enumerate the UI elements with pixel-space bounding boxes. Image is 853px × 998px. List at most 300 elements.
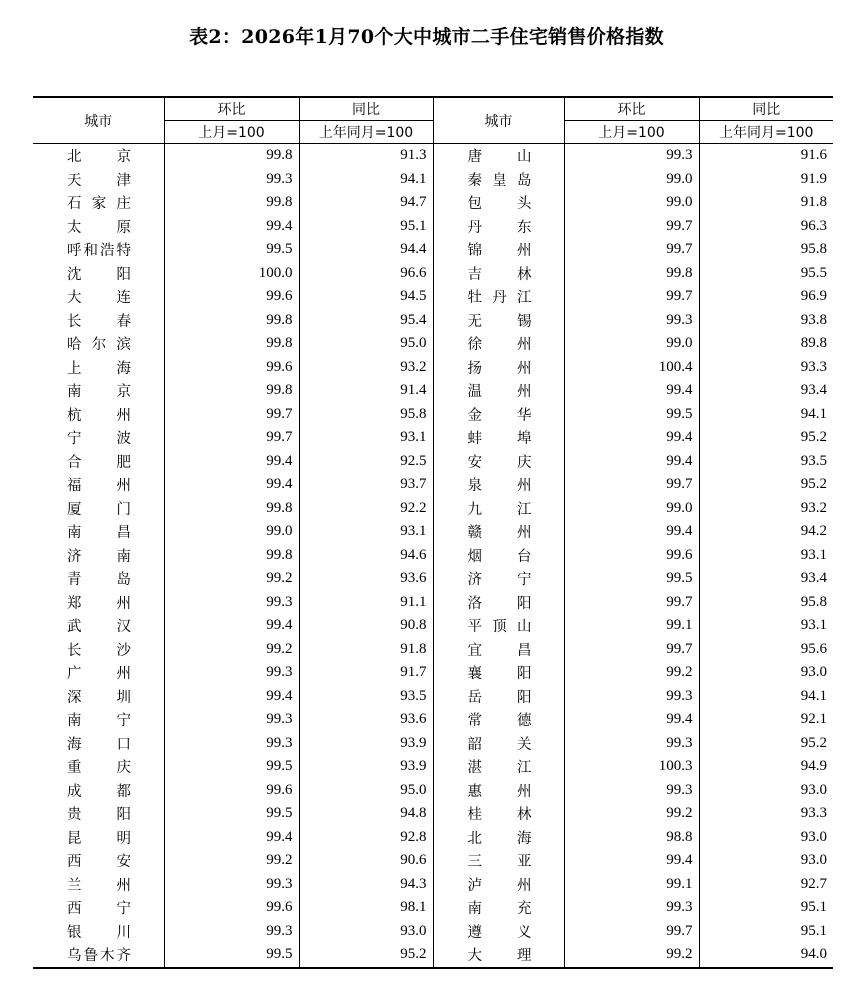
city-cell-left xyxy=(33,708,164,732)
city-name: 厦 门 xyxy=(67,501,131,518)
yoy-cell-right: 95.6 xyxy=(699,638,833,662)
yoy-cell-right: 95.2 xyxy=(699,473,833,497)
table-row xyxy=(33,144,833,168)
city-cell-right xyxy=(433,708,564,732)
table-row xyxy=(33,755,833,779)
yoy-cell-right: 92.7 xyxy=(699,873,833,897)
mom-cell-left: 99.3 xyxy=(164,873,299,897)
city-name: 大 连 xyxy=(67,290,131,307)
table-row xyxy=(33,450,833,474)
yoy-cell-left: 93.0 xyxy=(299,920,433,944)
city-cell-left xyxy=(33,826,164,850)
yoy-cell-left: 93.7 xyxy=(299,473,433,497)
table-row xyxy=(33,591,833,615)
header-yoy-base-left: 上年同月=100 xyxy=(299,121,433,144)
yoy-cell-right: 95.1 xyxy=(699,920,833,944)
city-name: 韶 关 xyxy=(467,736,532,753)
city-name: 赣 州 xyxy=(467,525,532,542)
mom-cell-right: 99.8 xyxy=(564,262,699,286)
city-cell-right xyxy=(433,215,564,239)
yoy-cell-left: 94.6 xyxy=(299,544,433,568)
city-cell-right xyxy=(433,426,564,450)
city-name: 南 京 xyxy=(67,384,131,401)
table-row xyxy=(33,332,833,356)
mom-cell-right: 99.3 xyxy=(564,779,699,803)
city-cell-right xyxy=(433,144,564,168)
city-name: 遵 义 xyxy=(467,924,532,941)
mom-cell-right: 99.6 xyxy=(564,544,699,568)
header-mom-base-right: 上月=100 xyxy=(564,121,699,144)
city-cell-left xyxy=(33,661,164,685)
yoy-cell-left: 91.8 xyxy=(299,638,433,662)
city-name: 济 宁 xyxy=(467,572,532,589)
mom-cell-left: 99.3 xyxy=(164,168,299,192)
city-cell-right xyxy=(433,873,564,897)
yoy-cell-left: 95.4 xyxy=(299,309,433,333)
yoy-cell-right: 89.8 xyxy=(699,332,833,356)
city-cell-right xyxy=(433,755,564,779)
table-row xyxy=(33,403,833,427)
table-row xyxy=(33,262,833,286)
table-row xyxy=(33,426,833,450)
city-cell-left xyxy=(33,567,164,591)
yoy-cell-left: 92.2 xyxy=(299,497,433,521)
yoy-cell-right: 93.5 xyxy=(699,450,833,474)
city-cell-left xyxy=(33,262,164,286)
city-cell-left xyxy=(33,779,164,803)
mom-cell-right: 99.2 xyxy=(564,802,699,826)
yoy-cell-right: 92.1 xyxy=(699,708,833,732)
city-cell-left xyxy=(33,755,164,779)
city-name: 青 岛 xyxy=(67,572,131,589)
yoy-cell-left: 93.1 xyxy=(299,426,433,450)
city-name: 兰 州 xyxy=(67,877,131,894)
city-cell-right xyxy=(433,238,564,262)
header-yoy-base-right: 上年同月=100 xyxy=(699,121,833,144)
yoy-cell-right: 95.8 xyxy=(699,238,833,262)
yoy-cell-left: 98.1 xyxy=(299,896,433,920)
table-title: 表2：2026年1月70个大中城市二手住宅销售价格指数 xyxy=(189,26,664,48)
city-name: 沈 阳 xyxy=(67,266,131,283)
city-cell-right xyxy=(433,849,564,873)
city-cell-right xyxy=(433,661,564,685)
table-row xyxy=(33,379,833,403)
mom-cell-right: 99.4 xyxy=(564,426,699,450)
city-cell-left xyxy=(33,473,164,497)
mom-cell-left: 99.8 xyxy=(164,497,299,521)
city-cell-left xyxy=(33,873,164,897)
city-cell-left xyxy=(33,732,164,756)
yoy-cell-right: 91.9 xyxy=(699,168,833,192)
city-cell-right xyxy=(433,685,564,709)
city-name: 石 家 庄 xyxy=(67,196,131,213)
yoy-cell-left: 91.7 xyxy=(299,661,433,685)
city-cell-right xyxy=(433,332,564,356)
city-cell-left xyxy=(33,849,164,873)
table-row xyxy=(33,802,833,826)
mom-cell-right: 99.0 xyxy=(564,168,699,192)
city-name: 吉 林 xyxy=(467,266,532,283)
mom-cell-right: 99.7 xyxy=(564,920,699,944)
city-cell-right xyxy=(433,497,564,521)
mom-cell-left: 99.7 xyxy=(164,403,299,427)
city-cell-left xyxy=(33,426,164,450)
city-cell-left xyxy=(33,638,164,662)
yoy-cell-left: 93.9 xyxy=(299,732,433,756)
yoy-cell-left: 93.6 xyxy=(299,567,433,591)
city-name: 唐 山 xyxy=(467,149,532,166)
mom-cell-right: 99.7 xyxy=(564,638,699,662)
city-cell-right xyxy=(433,920,564,944)
mom-cell-right: 99.4 xyxy=(564,379,699,403)
yoy-cell-right: 93.4 xyxy=(699,379,833,403)
yoy-cell-left: 94.1 xyxy=(299,168,433,192)
mom-cell-right: 99.7 xyxy=(564,285,699,309)
city-name: 福 州 xyxy=(67,478,131,495)
table-row xyxy=(33,614,833,638)
header-mom-left: 环比 xyxy=(164,97,299,121)
city-name: 太 原 xyxy=(67,219,131,236)
city-name: 成 都 xyxy=(67,783,131,800)
city-name: 泸 州 xyxy=(467,877,532,894)
city-cell-left xyxy=(33,520,164,544)
city-name: 常 德 xyxy=(467,713,532,730)
mom-cell-left: 99.8 xyxy=(164,144,299,168)
mom-cell-left: 99.3 xyxy=(164,732,299,756)
table-row xyxy=(33,849,833,873)
mom-cell-right: 99.4 xyxy=(564,520,699,544)
yoy-cell-left: 93.6 xyxy=(299,708,433,732)
mom-cell-left: 99.4 xyxy=(164,450,299,474)
yoy-cell-right: 93.1 xyxy=(699,614,833,638)
table-row xyxy=(33,896,833,920)
yoy-cell-left: 93.2 xyxy=(299,356,433,380)
mom-cell-left: 99.4 xyxy=(164,473,299,497)
city-cell-left xyxy=(33,497,164,521)
city-name: 北 海 xyxy=(467,830,532,847)
mom-cell-left: 99.8 xyxy=(164,544,299,568)
mom-cell-left: 100.0 xyxy=(164,262,299,286)
yoy-cell-right: 93.0 xyxy=(699,826,833,850)
yoy-cell-left: 91.3 xyxy=(299,144,433,168)
city-cell-left xyxy=(33,685,164,709)
table-row xyxy=(33,168,833,192)
mom-cell-right: 99.0 xyxy=(564,332,699,356)
table-row xyxy=(33,661,833,685)
yoy-cell-right: 96.9 xyxy=(699,285,833,309)
city-name: 泉 州 xyxy=(467,478,532,495)
city-cell-right xyxy=(433,450,564,474)
city-name: 哈 尔 滨 xyxy=(67,337,131,354)
yoy-cell-left: 93.9 xyxy=(299,755,433,779)
mom-cell-left: 99.6 xyxy=(164,285,299,309)
mom-cell-right: 99.7 xyxy=(564,215,699,239)
city-name: 徐 州 xyxy=(467,337,532,354)
yoy-cell-right: 95.2 xyxy=(699,732,833,756)
yoy-cell-right: 93.0 xyxy=(699,779,833,803)
city-cell-left xyxy=(33,920,164,944)
yoy-cell-left: 95.0 xyxy=(299,779,433,803)
city-name: 桂 林 xyxy=(467,807,532,824)
yoy-cell-left: 94.3 xyxy=(299,873,433,897)
table-row xyxy=(33,708,833,732)
mom-cell-right: 99.2 xyxy=(564,661,699,685)
city-cell-right xyxy=(433,544,564,568)
yoy-cell-right: 91.8 xyxy=(699,191,833,215)
yoy-cell-left: 91.4 xyxy=(299,379,433,403)
yoy-cell-right: 95.8 xyxy=(699,591,833,615)
yoy-cell-left: 90.8 xyxy=(299,614,433,638)
city-cell-left xyxy=(33,144,164,168)
table-row xyxy=(33,943,833,968)
mom-cell-right: 99.0 xyxy=(564,497,699,521)
mom-cell-right: 99.3 xyxy=(564,144,699,168)
mom-cell-left: 99.3 xyxy=(164,708,299,732)
yoy-cell-left: 93.5 xyxy=(299,685,433,709)
city-name: 南 宁 xyxy=(67,713,131,730)
mom-cell-right: 99.7 xyxy=(564,473,699,497)
city-cell-left xyxy=(33,450,164,474)
yoy-cell-left: 94.5 xyxy=(299,285,433,309)
city-cell-right xyxy=(433,403,564,427)
mom-cell-left: 99.5 xyxy=(164,802,299,826)
mom-cell-right: 100.4 xyxy=(564,356,699,380)
city-name: 银 川 xyxy=(67,924,131,941)
city-cell-left xyxy=(33,285,164,309)
city-name: 包 头 xyxy=(467,196,532,213)
city-name: 上 海 xyxy=(67,360,131,377)
city-cell-right xyxy=(433,379,564,403)
mom-cell-left: 99.6 xyxy=(164,779,299,803)
city-cell-left xyxy=(33,191,164,215)
city-name: 岳 阳 xyxy=(467,689,532,706)
mom-cell-left: 99.4 xyxy=(164,215,299,239)
city-cell-right xyxy=(433,285,564,309)
yoy-cell-right: 91.6 xyxy=(699,144,833,168)
city-name: 洛 阳 xyxy=(467,595,532,612)
city-name: 长 春 xyxy=(67,313,131,330)
yoy-cell-right: 93.0 xyxy=(699,849,833,873)
mom-cell-right: 100.3 xyxy=(564,755,699,779)
yoy-cell-left: 96.6 xyxy=(299,262,433,286)
yoy-cell-left: 94.7 xyxy=(299,191,433,215)
city-name: 深 圳 xyxy=(67,689,131,706)
city-name: 西 安 xyxy=(67,854,131,871)
yoy-cell-right: 93.1 xyxy=(699,544,833,568)
mom-cell-left: 99.2 xyxy=(164,567,299,591)
city-cell-right xyxy=(433,826,564,850)
city-name: 北 京 xyxy=(67,149,131,166)
yoy-cell-left: 95.0 xyxy=(299,332,433,356)
mom-cell-right: 99.3 xyxy=(564,309,699,333)
city-cell-right xyxy=(433,896,564,920)
table-row xyxy=(33,285,833,309)
mom-cell-left: 99.4 xyxy=(164,685,299,709)
city-cell-right xyxy=(433,473,564,497)
mom-cell-right: 99.4 xyxy=(564,708,699,732)
header-mom-right: 环比 xyxy=(564,97,699,121)
mom-cell-left: 99.0 xyxy=(164,520,299,544)
city-name: 济 南 xyxy=(67,548,131,565)
city-cell-left xyxy=(33,403,164,427)
table-body xyxy=(33,144,833,968)
city-name: 三 亚 xyxy=(467,854,532,871)
city-name: 长 沙 xyxy=(67,642,131,659)
city-name: 杭 州 xyxy=(67,407,131,424)
city-name: 贵 阳 xyxy=(67,807,131,824)
city-name: 乌鲁木齐 xyxy=(67,948,131,965)
city-name: 宁 波 xyxy=(67,431,131,448)
city-cell-right xyxy=(433,168,564,192)
yoy-cell-right: 93.4 xyxy=(699,567,833,591)
yoy-cell-right: 96.3 xyxy=(699,215,833,239)
city-name: 宜 昌 xyxy=(467,642,532,659)
mom-cell-right: 99.3 xyxy=(564,732,699,756)
yoy-cell-left: 91.1 xyxy=(299,591,433,615)
mom-cell-right: 99.7 xyxy=(564,591,699,615)
mom-cell-left: 99.5 xyxy=(164,943,299,968)
city-cell-right xyxy=(433,591,564,615)
city-cell-right xyxy=(433,309,564,333)
yoy-cell-right: 93.0 xyxy=(699,661,833,685)
city-name: 广 州 xyxy=(67,666,131,683)
yoy-cell-left: 94.8 xyxy=(299,802,433,826)
city-name: 西 宁 xyxy=(67,901,131,918)
yoy-cell-right: 93.3 xyxy=(699,356,833,380)
city-cell-left xyxy=(33,356,164,380)
yoy-cell-right: 95.2 xyxy=(699,426,833,450)
city-name: 大 理 xyxy=(467,948,532,965)
mom-cell-left: 99.3 xyxy=(164,661,299,685)
table-row xyxy=(33,567,833,591)
mom-cell-left: 99.3 xyxy=(164,920,299,944)
mom-cell-right: 99.1 xyxy=(564,614,699,638)
city-cell-right xyxy=(433,520,564,544)
table-row xyxy=(33,191,833,215)
mom-cell-right: 99.2 xyxy=(564,943,699,968)
mom-cell-left: 99.8 xyxy=(164,379,299,403)
mom-cell-right: 99.3 xyxy=(564,896,699,920)
mom-cell-left: 99.2 xyxy=(164,638,299,662)
city-cell-left xyxy=(33,309,164,333)
mom-cell-left: 99.8 xyxy=(164,309,299,333)
yoy-cell-left: 94.4 xyxy=(299,238,433,262)
city-name: 温 州 xyxy=(467,384,532,401)
yoy-cell-left: 92.5 xyxy=(299,450,433,474)
header-yoy-right: 同比 xyxy=(699,97,833,121)
yoy-cell-left: 92.8 xyxy=(299,826,433,850)
city-cell-left xyxy=(33,896,164,920)
mom-cell-left: 99.4 xyxy=(164,826,299,850)
city-cell-right xyxy=(433,614,564,638)
city-name: 牡 丹 江 xyxy=(467,290,532,307)
mom-cell-left: 99.5 xyxy=(164,755,299,779)
city-cell-right xyxy=(433,943,564,968)
yoy-cell-right: 94.1 xyxy=(699,685,833,709)
mom-cell-right: 99.0 xyxy=(564,191,699,215)
table-row xyxy=(33,544,833,568)
city-cell-right xyxy=(433,567,564,591)
city-name: 丹 东 xyxy=(467,219,532,236)
table-row xyxy=(33,873,833,897)
city-name: 襄 阳 xyxy=(467,666,532,683)
city-name: 秦 皇 岛 xyxy=(467,172,532,189)
city-cell-left xyxy=(33,215,164,239)
mom-cell-right: 99.5 xyxy=(564,403,699,427)
city-name: 无 锡 xyxy=(467,313,532,330)
mom-cell-left: 99.6 xyxy=(164,896,299,920)
table-row xyxy=(33,779,833,803)
table-row xyxy=(33,215,833,239)
city-cell-right xyxy=(433,779,564,803)
table-row xyxy=(33,309,833,333)
city-name: 昆 明 xyxy=(67,830,131,847)
table-row xyxy=(33,826,833,850)
mom-cell-right: 99.7 xyxy=(564,238,699,262)
mom-cell-right: 99.3 xyxy=(564,685,699,709)
table-row xyxy=(33,238,833,262)
city-name: 扬 州 xyxy=(467,360,532,377)
mom-cell-left: 99.8 xyxy=(164,332,299,356)
yoy-cell-right: 93.2 xyxy=(699,497,833,521)
city-name: 南 昌 xyxy=(67,525,131,542)
city-name: 九 江 xyxy=(467,501,532,518)
mom-cell-left: 99.3 xyxy=(164,591,299,615)
city-cell-right xyxy=(433,356,564,380)
header-city-right: 城市 xyxy=(433,97,564,144)
city-cell-left xyxy=(33,943,164,968)
mom-cell-left: 99.7 xyxy=(164,426,299,450)
header-city-left: 城市 xyxy=(33,97,164,144)
header-yoy-left: 同比 xyxy=(299,97,433,121)
city-name: 海 口 xyxy=(67,736,131,753)
table-row xyxy=(33,473,833,497)
city-name: 郑 州 xyxy=(67,595,131,612)
city-cell-left xyxy=(33,544,164,568)
city-cell-left xyxy=(33,802,164,826)
table-row xyxy=(33,732,833,756)
city-name: 湛 江 xyxy=(467,760,532,777)
header-mom-base-left: 上月=100 xyxy=(164,121,299,144)
yoy-cell-left: 95.8 xyxy=(299,403,433,427)
city-name: 武 汉 xyxy=(67,619,131,636)
city-cell-right xyxy=(433,262,564,286)
yoy-cell-right: 93.8 xyxy=(699,309,833,333)
city-name: 锦 州 xyxy=(467,243,532,260)
mom-cell-right: 99.1 xyxy=(564,873,699,897)
yoy-cell-right: 94.0 xyxy=(699,943,833,968)
yoy-cell-right: 95.5 xyxy=(699,262,833,286)
mom-cell-right: 98.8 xyxy=(564,826,699,850)
mom-cell-right: 99.5 xyxy=(564,567,699,591)
city-cell-right xyxy=(433,191,564,215)
yoy-cell-right: 94.9 xyxy=(699,755,833,779)
city-cell-left xyxy=(33,238,164,262)
table-row xyxy=(33,520,833,544)
city-name: 安 庆 xyxy=(467,454,532,471)
city-cell-right xyxy=(433,732,564,756)
city-cell-left xyxy=(33,614,164,638)
city-name: 重 庆 xyxy=(67,760,131,777)
mom-cell-left: 99.2 xyxy=(164,849,299,873)
city-name: 南 充 xyxy=(467,901,532,918)
yoy-cell-left: 90.6 xyxy=(299,849,433,873)
city-name: 金 华 xyxy=(467,407,532,424)
city-cell-left xyxy=(33,379,164,403)
yoy-cell-left: 93.1 xyxy=(299,520,433,544)
table-row xyxy=(33,497,833,521)
city-cell-left xyxy=(33,591,164,615)
